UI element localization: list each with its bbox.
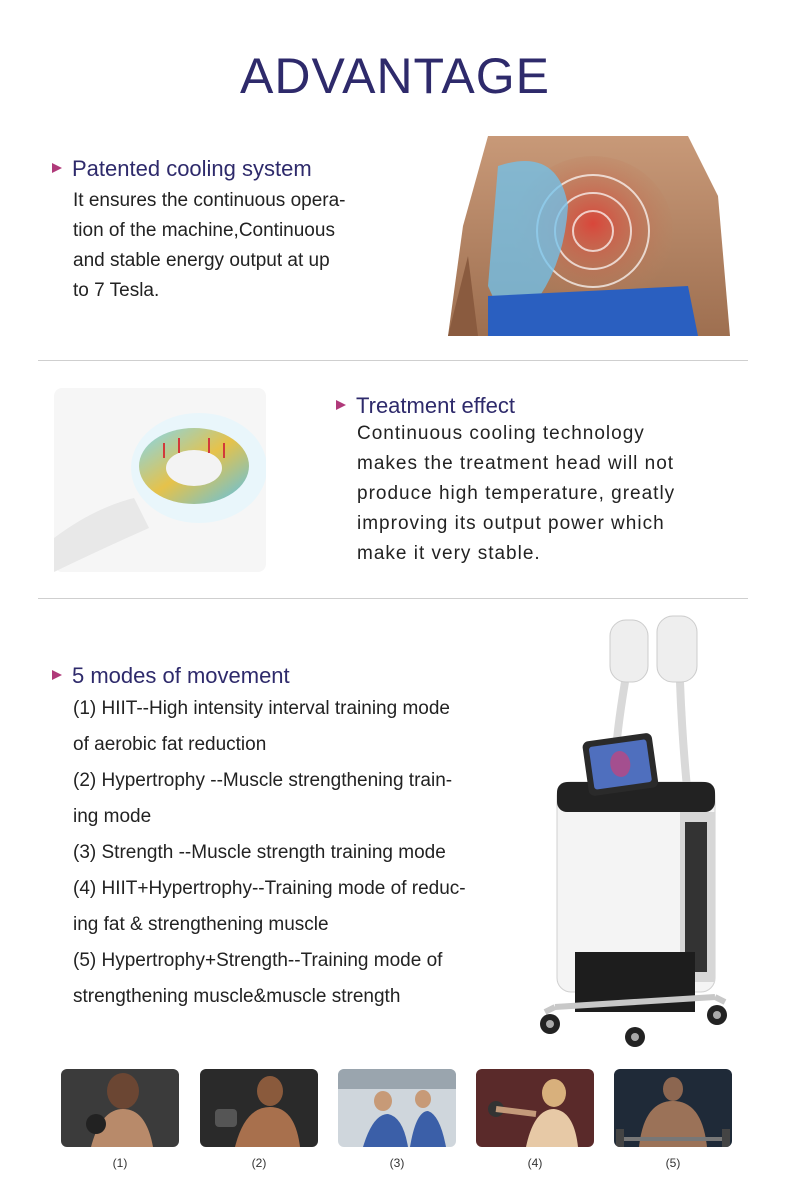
section-heading-treatment: Treatment effect [336,393,515,419]
thumbnail-caption: (1) [112,1156,128,1170]
arrow-icon [52,163,62,173]
thumbnail-caption: (4) [527,1156,543,1170]
section-heading-modes: 5 modes of movement [52,663,290,689]
mode-thumbnail-5 [614,1069,732,1147]
page-title: ADVANTAGE [240,48,550,104]
torso-image [448,136,730,336]
thumbnail-caption: (5) [665,1156,681,1170]
section-body-cooling: It ensures the continuous opera- tion of the machine,Continuous and stable energy output at up to 7 Tesla. [73,190,346,301]
machine-image [535,612,735,1052]
thumbnail-caption: (3) [389,1156,405,1170]
section-heading-cooling: Patented cooling system [52,156,312,182]
section-body-treatment: Continuous cooling technology makes the treatment head will not produce high temperature, greatly improving its output power which make it very stable. [357,423,676,564]
mode-thumbnail-1 [61,1069,179,1147]
thumbnail-caption: (2) [251,1156,267,1170]
divider [38,598,748,599]
mode-thumbnail-3 [338,1069,456,1147]
mode-thumbnail-2 [200,1069,318,1147]
mode-thumbnail-4 [476,1069,594,1147]
modes-list: (1) HIIT--High intensity interval training mode of aerobic fat reduction (2) Hypertrophy --Muscle strengthening train- ing mode (3) Strength --Muscle strength training mode (4) HIIT+Hypertrophy--Training mode of reduc- ing fat & strengthening muscle (5) Hypertrophy+Strength--Training mode of strengthening muscle&muscle strength [73,698,466,1007]
arrow-icon [336,400,346,410]
treatment-head-image [54,388,266,572]
arrow-icon [52,670,62,680]
divider [38,360,748,361]
